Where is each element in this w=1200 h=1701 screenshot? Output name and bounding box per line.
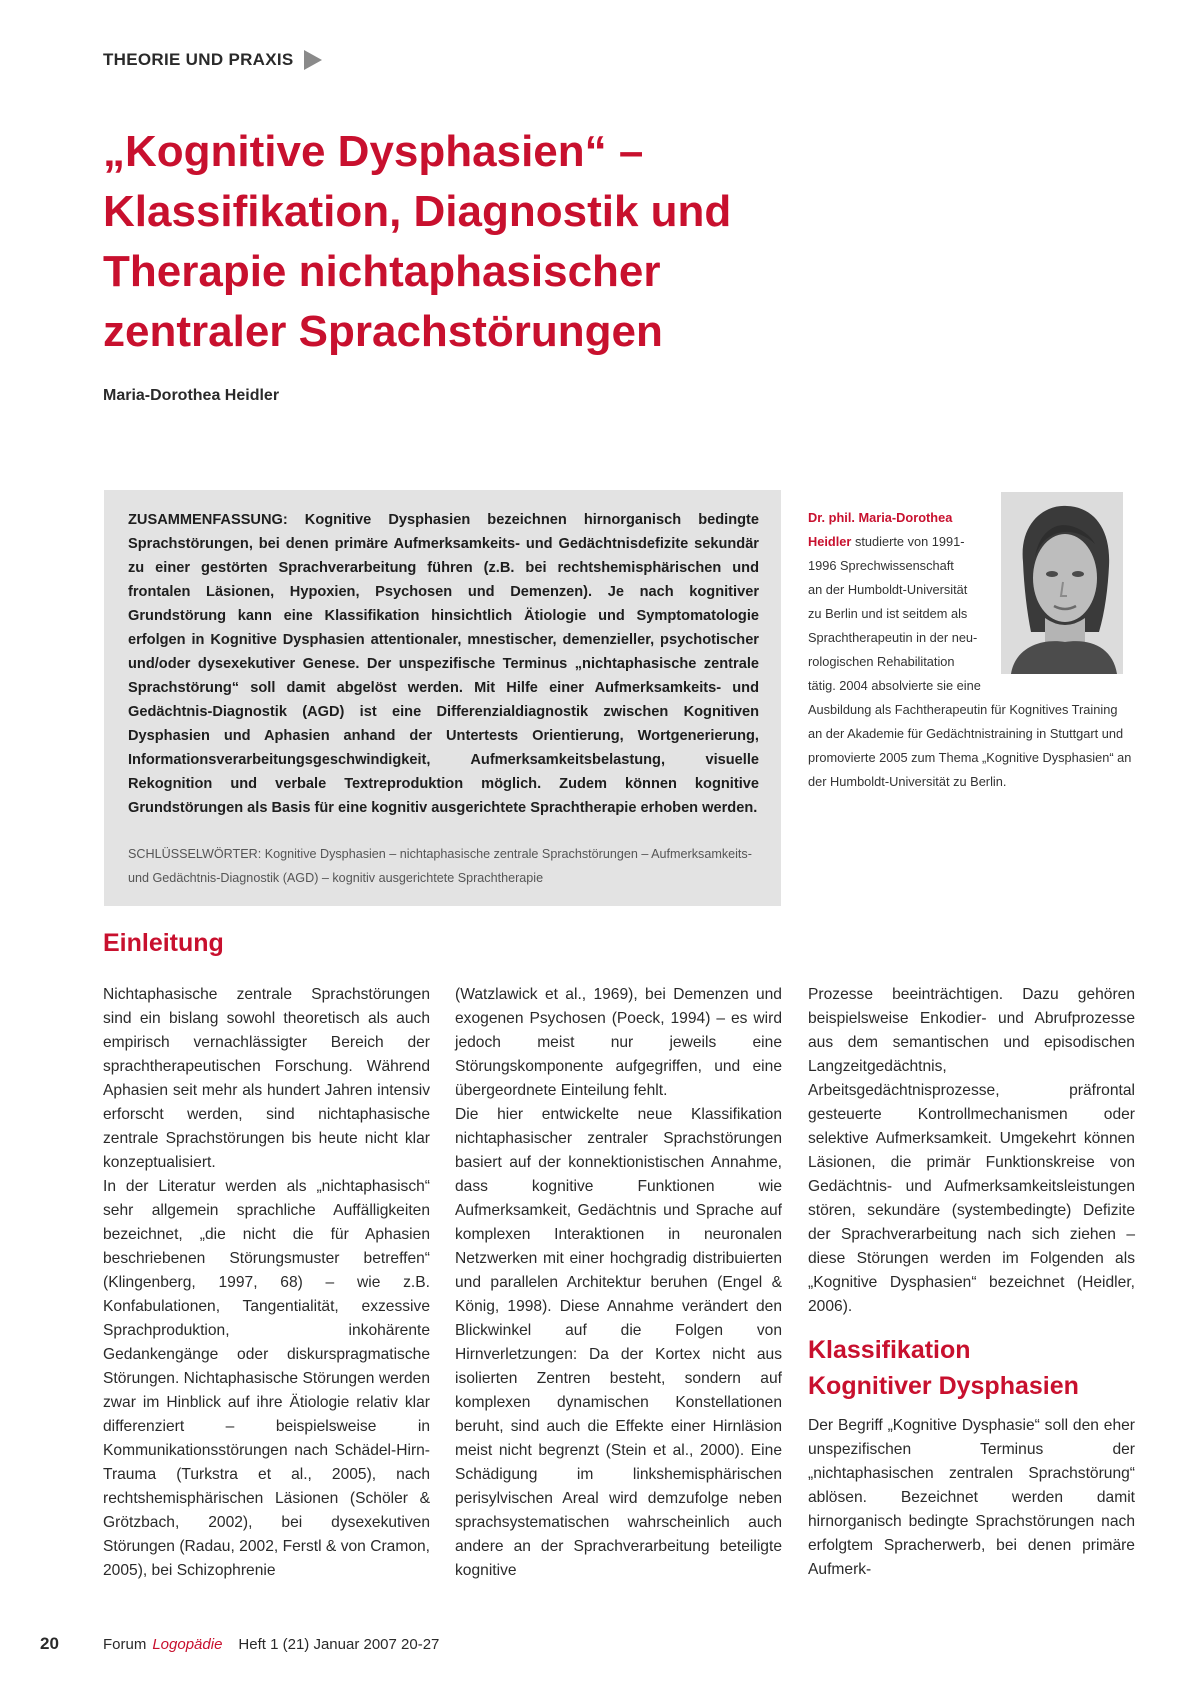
journal-logo: Logopädie <box>152 1636 223 1653</box>
text-column-3 <box>808 983 1135 1319</box>
article-author: Maria-Dorothea Heidler <box>103 387 280 404</box>
bio-name-line-1: Dr. phil. Maria-Dorothea <box>808 510 953 525</box>
triangle-right-icon <box>304 50 322 70</box>
text-column-3-continued <box>808 1414 1135 1582</box>
heading-klassifikation <box>808 1332 1079 1404</box>
paragraph: Der Begriff „Kognitive Dysphasie“ soll den eher unspezifischen Terminus der „nichtaphasischen zentralen Sprachstörung“ ablösen. Bezeichnet werden damit hirnorganisch bedingte Sprachstörungen nach erfolgtem Spracherwerb, bei denen primäre Aufmerk- <box>808 1417 1135 1578</box>
issue-info: Heft 1 (21) Januar 2007 20-27 <box>238 1636 440 1653</box>
bio-line: an der Akademie für Gedächtnistraining in Stuttgart und <box>808 726 1124 741</box>
bio-line-2-rest: studierte von 1991- <box>851 534 965 549</box>
bio-line: zu Berlin und ist seitdem als <box>808 606 968 621</box>
page-footer <box>40 1634 439 1654</box>
bio-line: promovierte 2005 zum Thema „Kognitive Dysphasien“ an <box>808 750 1132 765</box>
title-line-4: zentraler Sprachstörungen <box>103 307 663 356</box>
bio-line: rologischen Rehabilitation <box>808 654 955 669</box>
paragraph: Nichtaphasische zentrale Sprachstörungen sind ein bislang sowohl theoretisch als auch empirisch vernachlässigter Bereich der sprachtherapeutischen Forschung. Während Aphasien seit mehr als hundert Jahren intensiv erforscht werden, sind nichtaphasische zentrale Sprachstörungen bis heute nicht klar konzeptualisiert. <box>103 986 430 1171</box>
section-label: THEORIE UND PRAXIS <box>103 50 294 69</box>
abstract-text: ZUSAMMENFASSUNG: Kognitive Dysphasien bezeichnen hirnorganisch bedingte Sprachstörungen, bei denen primäre Aufmerksamkeits- und Gedächtnisdefizite sekundär zu einer gestörten Sprachverarbeitung führen (z.B. bei rechtshemisphärischen und frontalen Läsionen, Hypoxien, Psychosen und Demenzen). Je nach kognitiver Grundstörung kann eine Klassifikation hinsichtlich Ätiologie und Symptomatologie erfolgen in Kognitive Dysphasien attentionaler, mnestischer, demenzieller, psychotischer und/oder dysexekutiver Genese. Der unspezifische Terminus „nichtaphasische zentrale Sprachstörung“ soll damit abgelöst werden. Mit Hilfe einer Aufmerksamkeits- und Gedächtnis-Diagnostik (AGD) ist eine Differenzialdiagnostik zwischen Kognitiven Dysphasien und Aphasien anhand der Untertests Orientierung, Wortgenerierung, Informationsverarbeitungsgeschwindigkeit, Aufmerksamkeitsbelastung, visuelle Rekognition und verbale Textreproduktion möglich. Zudem können kognitive Grundstörungen als Basis für eine kognitiv ausgerichtete Sprachtherapie erhoben werden. <box>128 512 759 816</box>
heading-line-2: Kognitiver Dysphasien <box>808 1372 1079 1400</box>
paragraph: (Watzlawick et al., 1969), bei Demenzen und exogenen Psychosen (Poeck, 1994) – es wird jedoch meist nur jeweils eine Störungskomponente aufgegriffen, und eine übergeordnete Einteilung fehlt. <box>455 986 782 1099</box>
paragraph: Prozesse beeinträchtigen. Dazu gehören beispielsweise Enkodier- und Abrufprozesse aus dem semantischen und episodischen Langzeitgedächtnis, Arbeitsgedächtnisprozesse, präfrontal gesteuerte Kontrollmechanismen oder selektive Aufmerksamkeit. Umgekehrt können Läsionen, die primär Funktionskreise von Gedächtnis- und Aufmerksamkeitsleistungen stören, sekundäre (systembedingte) Defizite der Sprachverarbeitung nach sich ziehen – diese Störungen werden im Folgenden als „Kognitive Dysphasien“ bezeichnet (Heidler, 2006). <box>808 986 1135 1315</box>
text-column-1 <box>103 983 430 1583</box>
text-column-2 <box>455 983 782 1583</box>
page-number: 20 <box>40 1634 59 1653</box>
heading-line-1: Klassifikation <box>808 1336 971 1364</box>
keywords: SCHLÜSSELWÖRTER: Kognitive Dysphasien – nichtaphasische zentrale Sprachstörungen – Aufmerksamkeits- und Gedächtnis-Diagnostik (AGD) – kognitiv ausgerichtete Sprachtherapie <box>128 847 752 885</box>
abstract-box <box>104 490 781 906</box>
bio-line: an der Humboldt-Universität <box>808 582 968 597</box>
bio-line: der Humboldt-Universität zu Berlin. <box>808 774 1007 789</box>
paragraph: In der Literatur werden als „nichtaphasisch“ sehr allgemein sprachliche Auffälligkeiten bezeichnet, „die nicht die für Aphasien beschriebenen Störungsmuster betreffen“ (Klingenberg, 1997, 68) – wie z.B. Konfabulationen, Tangentialität, exzessive Sprachproduktion, inkohärente Gedankengänge oder diskurspragmatische Störungen. Nichtaphasische Störungen werden zwar im Hinblick auf ihre Ätiologie relativ klar differenziert – beispielsweise in Kommunikationsstörungen nach Schädel-Hirn-Trauma (Turkstra et al., 2005), nach rechtshemisphärischen Läsionen (Schöler & Grötzbach, 2002), bei dysexekutiven Störungen (Radau, 2002, Ferstl & von Cramon, 2005), bei Schizophrenie <box>103 1178 430 1579</box>
bio-name-line-2: Heidler <box>808 534 852 549</box>
bio-line: Ausbildung als Fachtherapeutin für Kognitives Training <box>808 702 1118 717</box>
section-header <box>103 50 322 70</box>
bio-line: Sprachtherapeutin in der neu- <box>808 630 978 645</box>
article-title <box>103 122 743 362</box>
bio-line: tätig. 2004 absolvierte sie eine <box>808 678 981 693</box>
title-line-3: Therapie nichtaphasischer <box>103 247 661 296</box>
bio-line: 1996 Sprechwissenschaft <box>808 558 954 573</box>
title-line-1: „Kognitive Dysphasien“ – <box>103 127 644 176</box>
author-bio <box>808 506 1138 794</box>
paragraph: Die hier entwickelte neue Klassifikation nichtaphasischer zentraler Sprachstörungen basiert auf der konnektionistischen Annahme, dass kognitive Funktionen wie Aufmerksamkeit, Gedächtnis und Sprache auf komplexen Interaktionen in neuronalen Netzwerken mit einer hochgradig distribuierten und parallelen Architektur beruhen (Engel & König, 1998). Diese Annahme verändert den Blickwinkel auf die Folgen von Hirnverletzungen: Da der Kortex nicht aus isolierten Zentren besteht, sondern auf komplexen dynamischen Konstellationen beruht, sind auch die Effekte einer Hirnläsion meist nicht begrenzt (Stein et al., 2000). Eine Schädigung im linkshemisphärischen perisylvischen Areal wird demzufolge neben sprachsystematischen wahrscheinlich auch andere an der Sprachverarbeitung beteiligte kognitive <box>455 1106 782 1579</box>
heading-einleitung: Einleitung <box>103 929 224 957</box>
journal-prefix: Forum <box>103 1636 147 1653</box>
title-line-2: Klassifikation, Diagnostik und <box>103 187 732 236</box>
